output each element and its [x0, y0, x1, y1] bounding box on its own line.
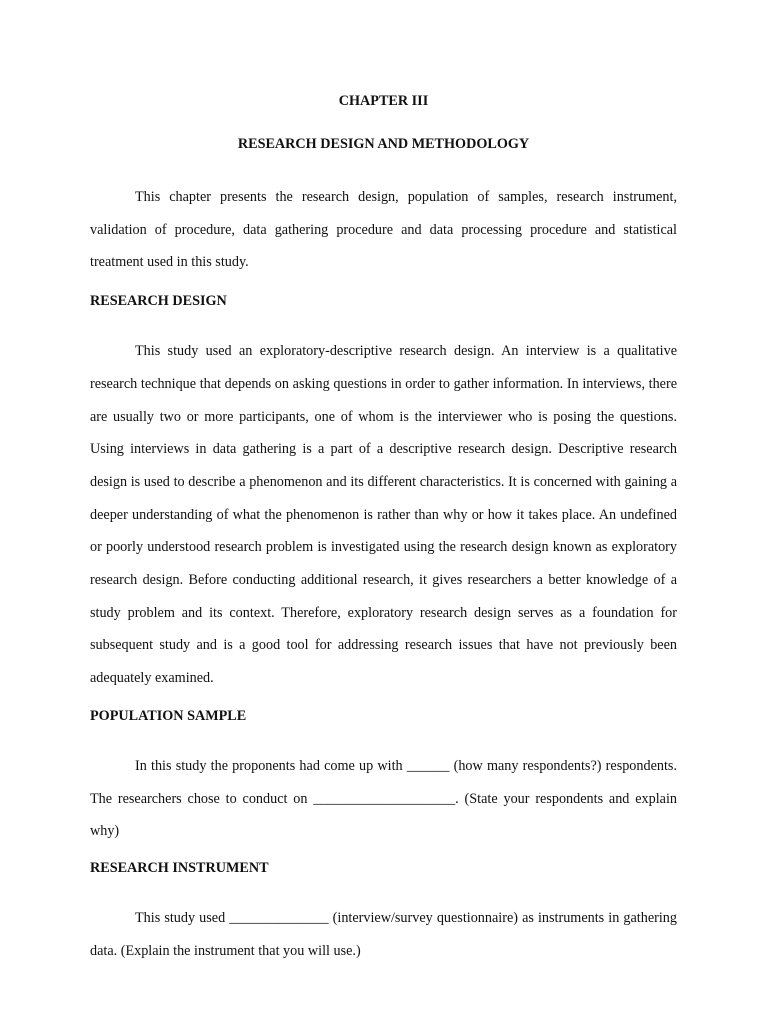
section-heading-population-sample: POPULATION SAMPLE: [90, 707, 247, 724]
document-content: [90, 91, 677, 967]
research-instrument-paragraph: This study used ______________ (interview/survey questionnaire) as instruments in gathering data. (Explain the instrument that you will use.): [90, 909, 677, 959]
chapter-heading: CHAPTER III: [338, 93, 429, 109]
intro-paragraph: This chapter presents the research design, population of samples, research instrument, validation of procedure, data gathering procedure and data processing procedure and statistical treatment used in this study.: [90, 189, 677, 271]
population-sample-paragraph: In this study the proponents had come up with ______ (how many respondents?) respondents. The researchers chose to conduct on ____________________. (State your respondents and explain why): [90, 757, 677, 840]
section-heading-research-design: RESEARCH DESIGN: [90, 293, 227, 310]
chapter-title: RESEARCH DESIGN AND METHODOLOGY: [237, 136, 530, 152]
section-heading-research-instrument: RESEARCH INSTRUMENT: [90, 859, 269, 876]
research-design-paragraph: This study used an exploratory-descriptive research design. An interview is a qualitative research technique that depends on asking questions in order to gather information. In interviews, there are usually two or more participants, one of whom is the interviewer who is posing the questions. Using interviews in data gathering is a part of a descriptive research design. Descriptive research design is used to describe a phenomenon and its different characteristics. It is concerned with gaining a deeper understanding of what the phenomenon is rather than why or how it takes place. An undefined or poorly understood research problem is investigated using the research design known as exploratory research design. Before conducting additional research, it gives researchers a better knowledge of a study problem and its context. Therefore, exploratory research design serves as a foundation for subsequent study and is a good tool for addressing research issues that have not previously been adequately examined.: [90, 343, 677, 687]
